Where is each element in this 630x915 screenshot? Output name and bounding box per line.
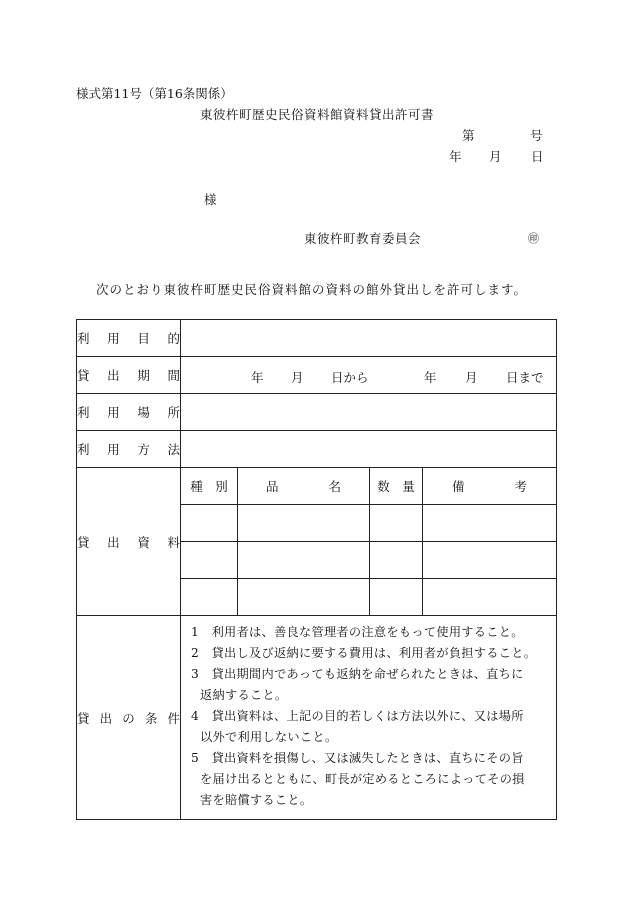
conditions-label: 貸出の条件 (77, 616, 181, 820)
row-purpose (77, 320, 557, 357)
material-type-cell[interactable] (181, 579, 238, 616)
material-name-cell[interactable] (238, 542, 370, 579)
period-month-start: 月 (291, 370, 304, 385)
place-label: 利用場所 (77, 394, 181, 431)
condition-item: 3 貸出期間内であっても返納を命ぜられたときは、直ちに 返納すること。 (191, 667, 524, 702)
seal-mark: ㊞ (528, 232, 539, 245)
condition-item: 1 利用者は、善良な管理者の注意をもって使用すること。 (191, 625, 524, 639)
material-remarks-cell[interactable] (423, 542, 557, 579)
issuer-name: 東彼杵町教育委員会 (304, 231, 422, 246)
row-method (77, 431, 557, 468)
condition-item: 4 貸出資料は、上記の目的若しくは方法以外に、又は場所 以外で利用しないこと。 (191, 709, 524, 744)
material-name-cell[interactable] (238, 505, 370, 542)
period-day-to: 日まで (506, 370, 544, 385)
material-quantity-cell[interactable] (370, 542, 423, 579)
condition-item: 2 貸出し及び返納に要する費用は、利用者が負担すること。 (191, 646, 537, 660)
period-field[interactable] (181, 357, 557, 394)
col-header-type: 種 別 (181, 468, 238, 505)
material-remarks-cell[interactable] (423, 579, 557, 616)
number-prefix: 第 (462, 128, 475, 143)
method-label: 利用方法 (77, 431, 181, 468)
row-period (77, 357, 557, 394)
document-title: 東彼杵町歴史民俗資料館資料貸出許可書 (200, 107, 435, 122)
col-header-item-name: 品 名 (238, 468, 370, 505)
period-day-from: 日から (331, 370, 369, 385)
material-type-cell[interactable] (181, 542, 238, 579)
period-label: 貸出期間 (77, 357, 181, 394)
materials-label: 貸出資料 (77, 468, 181, 616)
material-quantity-cell[interactable] (370, 505, 423, 542)
material-name-cell[interactable] (238, 579, 370, 616)
loan-permit-table (76, 319, 557, 820)
period-year-start: 年 (251, 370, 264, 385)
period-month-end: 月 (465, 370, 478, 385)
material-remarks-cell[interactable] (423, 505, 557, 542)
date-year: 年 (449, 149, 462, 164)
method-field[interactable] (181, 431, 557, 468)
date-day: 日 (531, 149, 544, 164)
material-quantity-cell[interactable] (370, 579, 423, 616)
date-month: 月 (489, 149, 502, 164)
material-type-cell[interactable] (181, 505, 238, 542)
conditions-list (181, 616, 557, 820)
period-year-end: 年 (424, 370, 437, 385)
row-conditions (77, 616, 557, 820)
condition-item: 5 貸出資料を損傷し、又は滅失したときは、直ちにその旨 を届け出るとともに、町長が定めるところによってその損 害を賠償すること。 (191, 751, 525, 807)
col-header-remarks: 備 考 (423, 468, 557, 505)
number-suffix: 号 (530, 128, 543, 143)
purpose-field[interactable] (181, 320, 557, 357)
form-number: 様式第11号（第16条関係） (76, 86, 233, 101)
recipient-honorific: 様 (204, 192, 217, 207)
materials-header-row (77, 468, 557, 505)
intro-text: 次のとおり東彼杵町歴史民俗資料館の資料の館外貸出しを許可します。 (96, 282, 528, 297)
col-header-quantity: 数 量 (370, 468, 423, 505)
purpose-label: 利用目的 (77, 320, 181, 357)
row-place (77, 394, 557, 431)
place-field[interactable] (181, 394, 557, 431)
